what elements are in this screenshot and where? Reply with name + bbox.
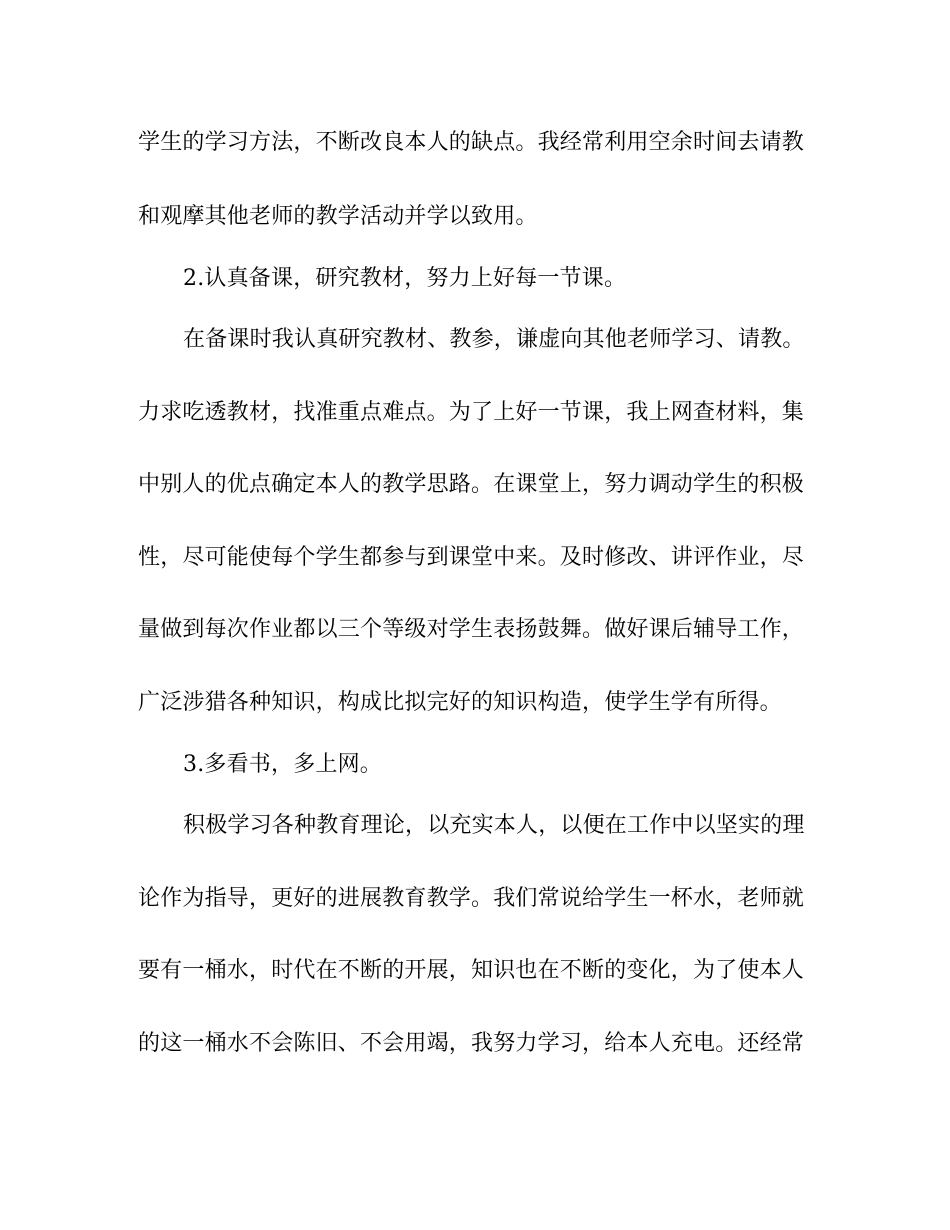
paragraph-line: 在备课时我认真研究教材、教参，谦虚向其他老师学习、请教。 <box>183 327 805 352</box>
paragraph-line: 学生的学习方法，不断改良本人的缺点。我经常利用空余时间去请教 <box>138 130 805 155</box>
paragraph-line: 和观摩其他老师的教学活动并学以致用。 <box>138 204 538 229</box>
paragraph-line: 的这一桶水不会陈旧、不会用竭，我努力学习，给本人充电。还经常 <box>138 1031 805 1056</box>
paragraph-line: 要有一桶水，时代在不断的开展，知识也在不断的变化，为了使本人 <box>138 958 805 983</box>
paragraph-line: 力求吃透教材，找准重点难点。为了上好一节课，我上网查材料，集 <box>138 400 805 425</box>
paragraph-line: 量做到每次作业都以三个等级对学生表扬鼓舞。做好课后辅导工作， <box>138 617 805 642</box>
paragraph-line: 性，尽可能使每个学生都参与到课堂中来。及时修改、讲评作业，尽 <box>138 545 805 570</box>
paragraph-line: 论作为指导，更好的进展教育教学。我们常说给学生一杯水，老师就 <box>138 886 805 911</box>
paragraph-line: 广泛涉猎各种知识，构成比拟完好的知识构造，使学生学有所得。 <box>138 690 782 715</box>
paragraph-line: 中别人的优点确定本人的教学思路。在课堂上，努力调动学生的积极 <box>138 472 805 497</box>
section-heading: 2.认真备课，研究教材，努力上好每一节课。 <box>183 266 627 291</box>
paragraph-line: 积极学习各种教育理论，以充实本人，以便在工作中以坚实的理 <box>183 813 805 838</box>
section-heading: 3.多看书，多上网。 <box>183 752 382 777</box>
